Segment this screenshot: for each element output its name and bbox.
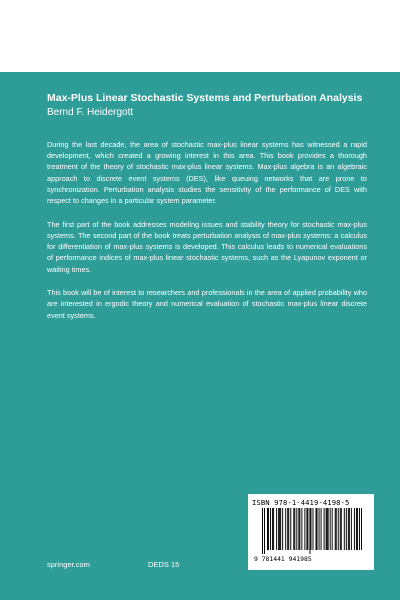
description-paragraph-1: During the last decade, the area of stochastic max-plus linear systems has witnessed a rapid development, which created a growing interest in this area. This book provides a thorough treatment of the theory of stochastic max-plus linear systems. Max-plus algebra is an algebraic approach to discrete event systems (DES), like queuing networks that are prone to synchronization. Perturbation analysis studies the sensitivity of the performance of DES with respect to changes in a particular system parameter. xyxy=(47,140,367,206)
barcode-bar xyxy=(341,508,342,550)
barcode-bar xyxy=(324,508,325,550)
isbn-label: ISBN 978-1-4419-4198-5 xyxy=(252,498,350,507)
barcode-bar xyxy=(293,508,294,550)
barcode-bar xyxy=(332,508,333,550)
barcode-bar xyxy=(276,508,277,550)
barcode-bar xyxy=(280,508,281,550)
barcode-bar xyxy=(282,508,283,550)
barcode-bar xyxy=(313,508,314,550)
barcode-bar xyxy=(361,508,362,550)
barcode-bar xyxy=(287,508,288,550)
barcode-bar xyxy=(327,508,328,550)
barcode-bar xyxy=(356,508,357,550)
barcode-bar xyxy=(344,508,345,550)
barcode-bar xyxy=(319,508,320,550)
book-title: Max-Plus Linear Stochastic Systems and Perturbation Analysis xyxy=(47,92,363,104)
barcode-bar xyxy=(357,508,358,550)
barcode-bar xyxy=(338,508,339,550)
barcode-bar xyxy=(359,508,360,550)
barcode-bar xyxy=(351,508,352,550)
barcode-bar xyxy=(328,508,329,550)
barcode-bar xyxy=(307,508,308,550)
barcode-bar xyxy=(272,508,273,550)
barcode-bar xyxy=(306,508,307,550)
barcode-bar xyxy=(296,508,297,550)
barcode-bar xyxy=(310,508,311,550)
barcode-bar xyxy=(346,508,347,550)
publisher-website: springer.com xyxy=(47,560,90,569)
barcode-bar xyxy=(294,508,295,550)
book-author: Bernd F. Heidergott xyxy=(47,107,134,118)
barcode-bar xyxy=(273,508,274,550)
barcode-bar xyxy=(340,508,341,550)
barcode-bar xyxy=(316,508,317,550)
description-paragraph-2: The first part of the book addresses modeling issues and stability theory for stochastic max-plus systems. The second part of the book treats perturbation analysis of max-plus systems: a calculus for differentiation of max-plus systems is developed. This calculus leads to numerical evaluations of performance indices of max-plus linear stochastic systems, such as the Lyapunov exponent or waiting times. xyxy=(47,219,367,274)
barcode-bar xyxy=(348,508,349,550)
barcode-bar xyxy=(304,508,305,550)
barcode-bar xyxy=(290,508,291,550)
barcode-bar xyxy=(317,508,318,550)
barcode-bar xyxy=(288,508,289,550)
barcode-bar xyxy=(299,508,300,550)
barcode-bar xyxy=(301,508,302,550)
barcode-bar xyxy=(279,508,280,550)
description-paragraph-3: This book will be of interest to researchers and professionals in the area of applied probability who are interested in ergodic theory and numerical evaluation of stochastic max-plus linear discrete event systems. xyxy=(47,288,367,320)
barcode-bar xyxy=(335,508,336,550)
book-description xyxy=(47,139,367,333)
barcode-bar xyxy=(354,508,355,550)
isbn-barcode xyxy=(248,494,374,570)
barcode-bar xyxy=(270,508,271,550)
barcode-bars xyxy=(262,508,362,554)
barcode-bar xyxy=(349,508,350,550)
barcode-bar xyxy=(262,508,263,554)
series-number: DEDS 15 xyxy=(148,560,180,569)
barcode-bar xyxy=(268,508,269,550)
barcode-bar xyxy=(267,508,268,550)
barcode-bar xyxy=(321,508,322,550)
top-white-band xyxy=(0,0,400,72)
barcode-bar xyxy=(336,508,337,550)
barcode-bar xyxy=(285,508,286,550)
barcode-bar xyxy=(278,508,279,550)
barcode-bar xyxy=(298,508,299,550)
barcode-bar xyxy=(330,508,331,550)
barcode-bar xyxy=(264,508,265,554)
barcode-bar xyxy=(326,508,327,550)
barcode-bar xyxy=(309,508,310,554)
barcode-digits: 9 781441 941985 xyxy=(254,555,312,563)
